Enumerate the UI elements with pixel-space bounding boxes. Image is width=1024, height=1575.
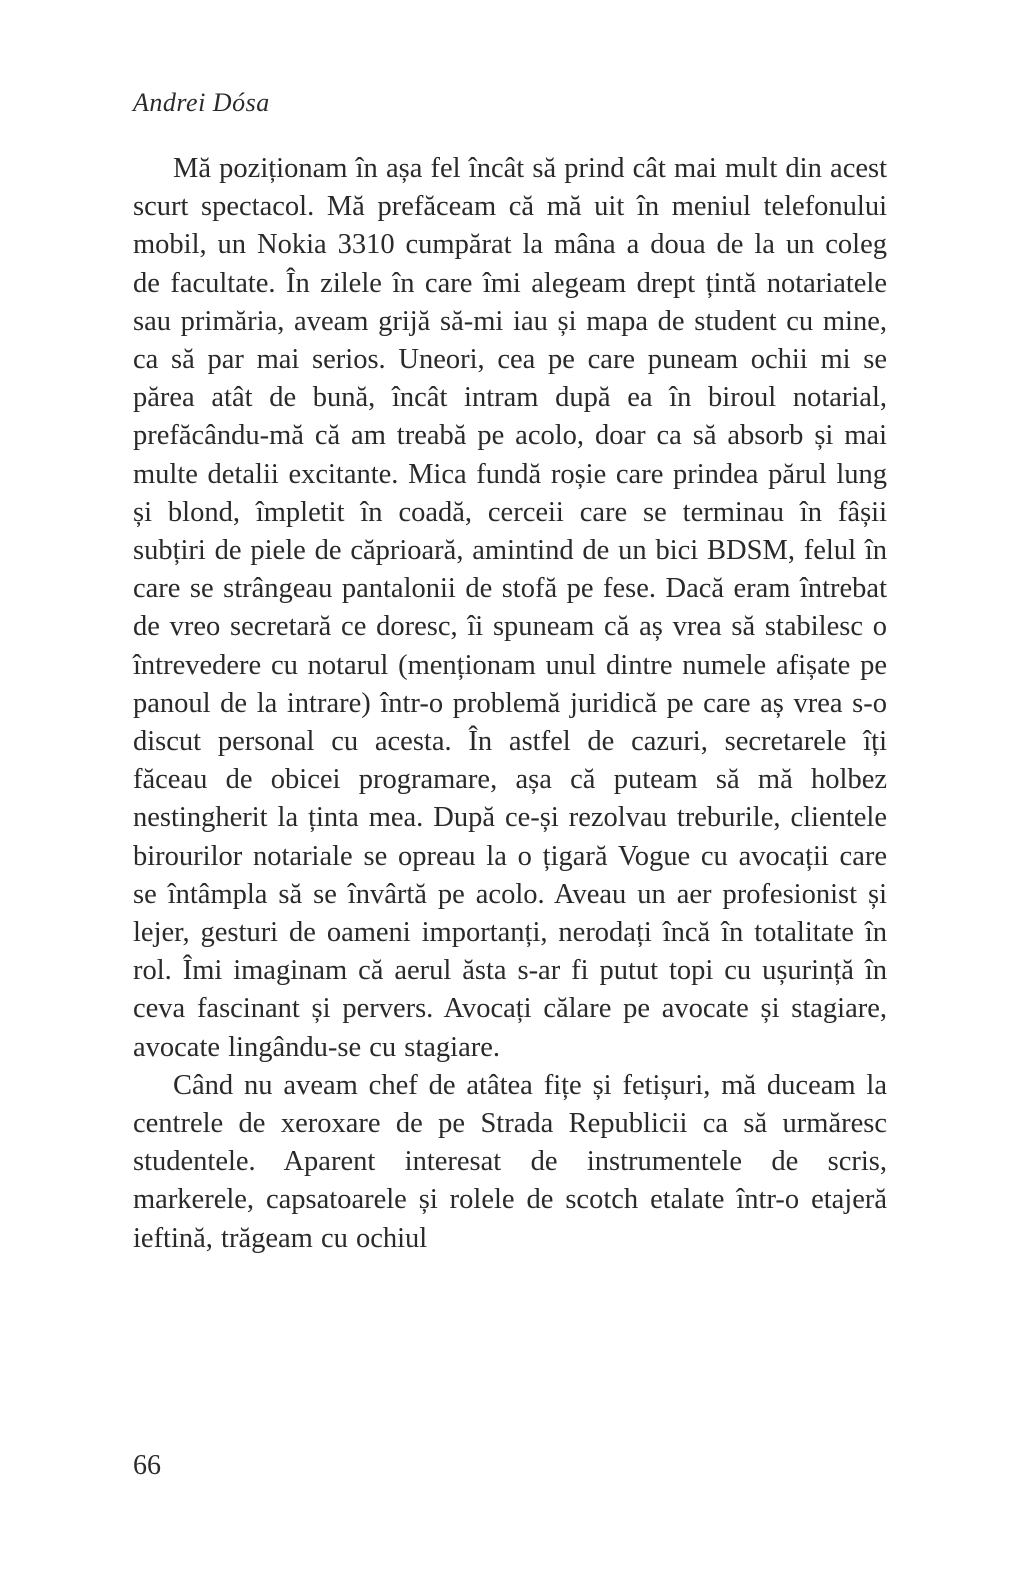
body-text [133, 150, 887, 1258]
page-number: 66 [133, 1450, 161, 1481]
running-header-author: Andrei Dósa [133, 88, 270, 117]
paragraph: Când nu aveam chef de atâtea fițe și fetișuri, mă duceam la centrele de xeroxare de pe Strada Republicii ca să urmăresc studentele. Aparent interesat de instrumentele de scris, markerele, capsatoarele și rolele de scotch etalate într-o etajeră ieftină, trăgeam cu ochiul [133, 1069, 887, 1254]
paragraph: Mă poziționam în așa fel încât să prind cât mai mult din acest scurt spectacol. Mă prefăceam că mă uit în meniul telefonului mobil, un Nokia 3310 cumpărat la mâna a doua de la un coleg de facultate. În zilele în care îmi alegeam drept țintă notariatele sau primăria, aveam grijă să-mi iau și mapa de student cu mine, ca să par mai serios. Uneori, cea pe care puneam ochii mi se părea atât de bună, încât intram după ea în biroul notarial, prefăcându-mă că am treabă pe acolo, doar ca să absorb și mai multe detalii excitante. Mica fundă roșie care prindea părul lung și blond, împletit în coadă, cerceii care se terminau în fâșii subțiri de piele de căprioară, amintind de un bici BDSM, felul în care se strângeau pantalonii de stofă pe fese. Dacă eram întrebat de vreo secretară ce doresc, îi spuneam că aș vrea să stabilesc o întrevedere cu notarul (menționam unul dintre numele afișate pe panoul de la intrare) într-o problemă juridică pe care aș vrea s-o discut personal cu acesta. În astfel de cazuri, secretarele îți făceau de obicei programare, așa că puteam să mă holbez nestingherit la ținta mea. După ce-și rezolvau treburile, clientele birourilor notariale se opreau la o țigară Vogue cu avocații care se întâmpla să se învârtă pe acolo. Aveau un aer profesionist și lejer, gesturi de oameni importanți, nerodați încă în totalitate în rol. Îmi imaginam că aerul ăsta s-ar fi putut topi cu ușurință în ceva fascinant și pervers. Avocați călare pe avocate și stagiare, avocate lingându-se cu stagiare. [133, 153, 887, 1063]
